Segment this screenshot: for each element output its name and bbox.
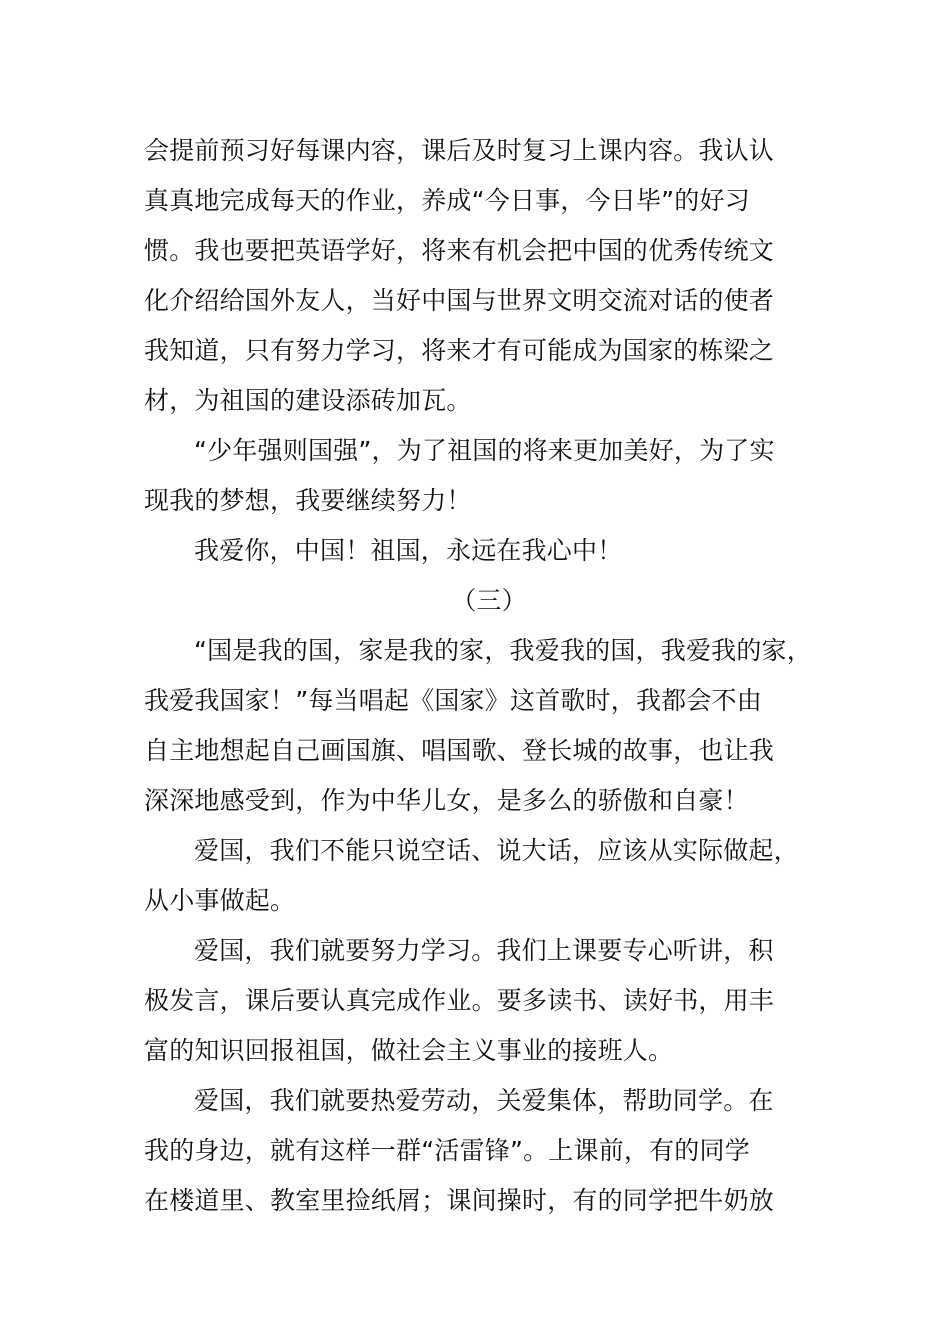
text-line: 从小事做起。 (144, 886, 296, 915)
text-line: 爱国，我们就要热爱劳动，关爱集体，帮助同学。在 (194, 1086, 774, 1115)
text-line: 爱国，我们就要努力学习。我们上课要专心听讲，积 (194, 936, 774, 965)
text-line: 真真地完成每天的作业，养成“今日事，今日毕”的好习 (144, 186, 750, 215)
text-line: 惯。我也要把英语学好，将来有机会把中国的优秀传统文 (144, 236, 775, 265)
text-line: 会提前预习好每课内容，课后及时复习上课内容。我认认 (144, 136, 775, 165)
text-line: 我的身边，就有这样一群“活雷锋”。上课前，有的同学 (144, 1136, 750, 1165)
text-line: 富的知识回报祖国，做社会主义事业的接班人。 (144, 1036, 674, 1065)
document-body (144, 126, 834, 1226)
text-line: 化介绍给国外友人，当好中国与世界文明交流对话的使者 (144, 286, 775, 315)
text-line: “少年强则国强”，为了祖国的将来更加美好，为了实 (194, 436, 775, 465)
text-line: 在楼道里、教室里捡纸屑；课间操时，有的同学把牛奶放 (144, 1186, 775, 1215)
text-line: 深深地感受到，作为中华儿女，是多么的骄傲和自豪！ (144, 786, 749, 815)
paragraph-study-habits (144, 126, 834, 426)
text-line: 我爱你，中国！祖国，永远在我心中！ (194, 536, 623, 565)
text-line: 自主地想起自己画国旗、唱国歌、登长城的故事，也让我 (144, 736, 775, 765)
paragraph-labor-and-help (144, 1076, 834, 1226)
section-heading (144, 576, 834, 626)
text-line: 极发言，课后要认真完成作业。要多读书、读好书，用丰 (144, 986, 775, 1015)
text-line: 现我的梦想，我要继续努力！ (144, 486, 472, 515)
text-line: “国是我的国，家是我的家，我爱我的国，我爱我的家， (194, 636, 812, 665)
paragraph-love-china (144, 526, 834, 576)
paragraph-study-hard (144, 926, 834, 1076)
text-line: 材，为祖国的建设添砖加瓦。 (144, 386, 472, 415)
paragraph-national-song (144, 626, 834, 826)
text-line: 我知道，只有努力学习，将来才有可能成为国家的栋梁之 (144, 336, 775, 365)
section-heading-text: （三） (451, 586, 527, 615)
text-line: 我爱我国家！”每当唱起《国家》这首歌时，我都会不由 (144, 686, 762, 715)
paragraph-strong-youth (144, 426, 834, 526)
paragraph-practical-actions (144, 826, 834, 926)
text-line: 爱国，我们不能只说空话、说大话，应该从实际做起， (194, 836, 799, 865)
